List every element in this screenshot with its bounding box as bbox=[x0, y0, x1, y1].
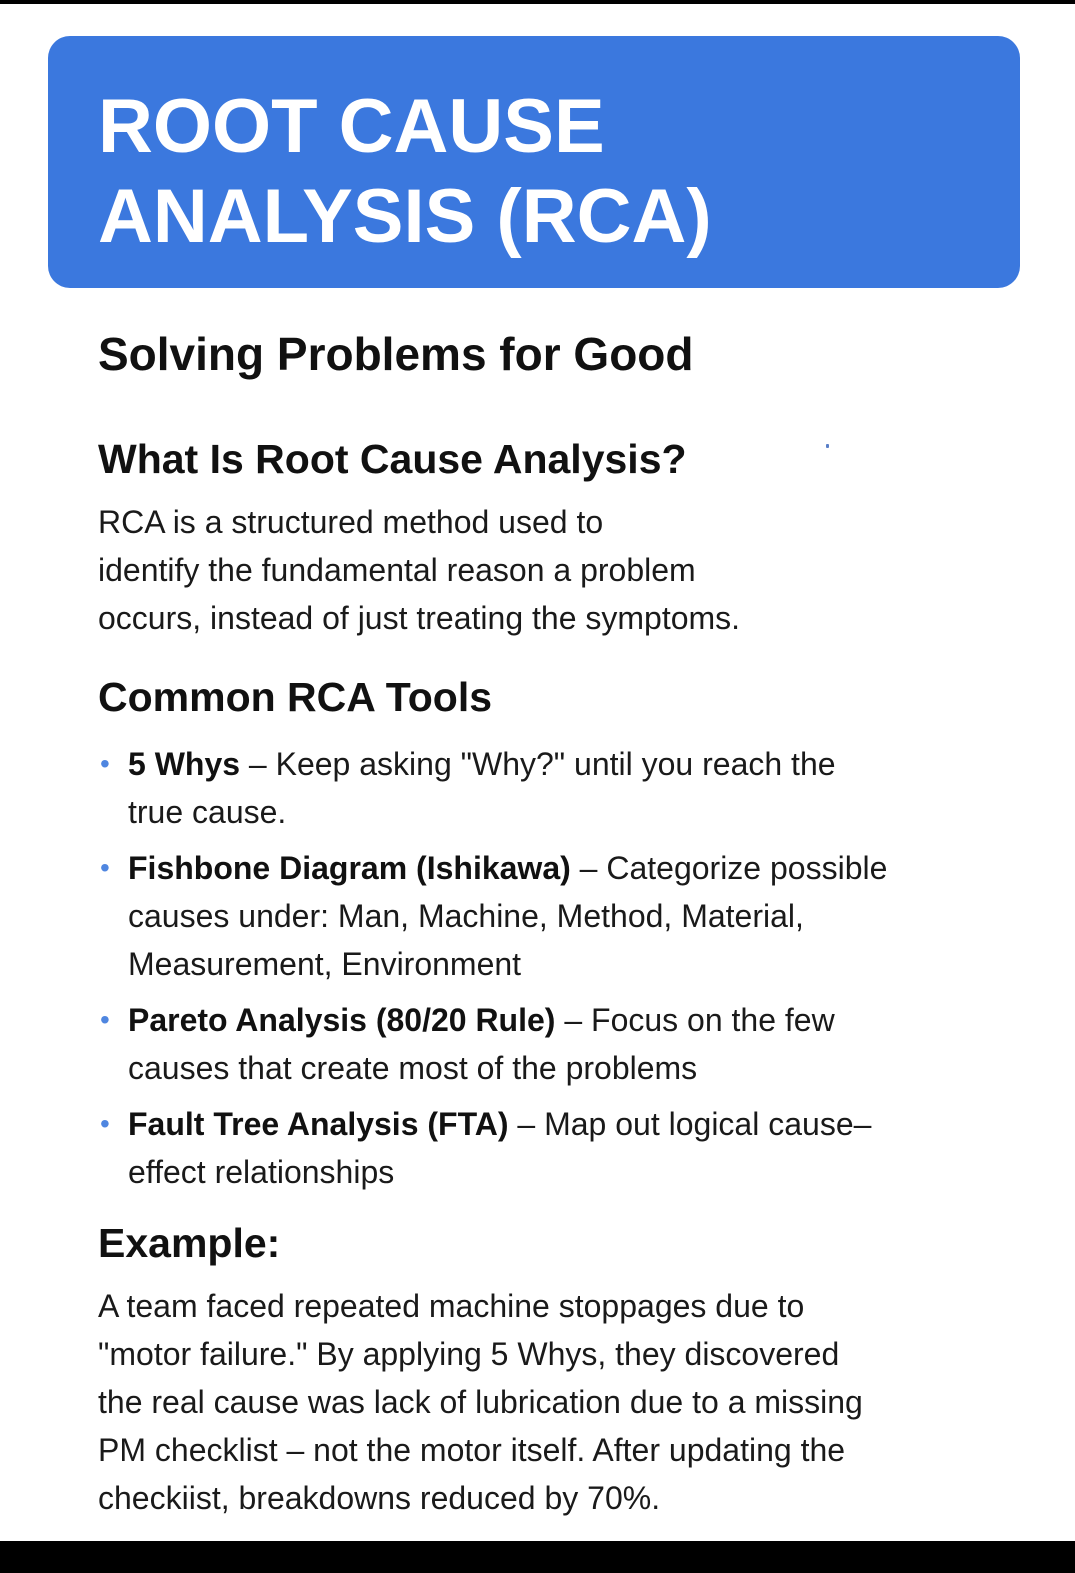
what-is-line-3: occurs, instead of just treating the symptoms. bbox=[98, 600, 741, 636]
tool-line bbox=[128, 844, 998, 892]
tool-name: Fishbone Diagram (Ishikawa) bbox=[128, 850, 571, 886]
tool-desc: Keep asking "Why?" until you reach the bbox=[275, 746, 836, 782]
tools-list bbox=[98, 740, 998, 1204]
tool-desc-line: causes that create most of the problems bbox=[128, 1050, 698, 1086]
example-line-1: A team faced repeated machine stoppages due to bbox=[98, 1288, 805, 1324]
tool-item-fault-tree bbox=[98, 1100, 998, 1196]
tool-line bbox=[128, 740, 998, 788]
example-line-5: checkiist, breakdowns reduced by 70%. bbox=[98, 1480, 661, 1516]
what-is-line-1: RCA is a structured method used to bbox=[98, 504, 604, 540]
tool-desc-line: effect relationships bbox=[128, 1154, 395, 1190]
tool-item-pareto bbox=[98, 996, 998, 1092]
separator: – bbox=[517, 1106, 536, 1142]
separator: – bbox=[579, 850, 598, 886]
tool-desc-line: causes under: Man, Machine, Method, Material, bbox=[128, 898, 804, 934]
banner-title-line-2: ANALYSIS (RCA) bbox=[98, 174, 712, 259]
tool-desc-line: true cause. bbox=[128, 794, 287, 830]
example-heading: Example: bbox=[98, 1220, 281, 1266]
tools-heading: Common RCA Tools bbox=[98, 674, 493, 720]
what-is-line-2: identify the fundamental reason a problem bbox=[98, 552, 696, 588]
tool-name: Pareto Analysis (80/20 Rule) bbox=[128, 1002, 556, 1038]
example-line-3: the real cause was lack of lubrication due to a missing bbox=[98, 1384, 863, 1420]
tool-name: 5 Whys bbox=[128, 746, 241, 782]
tool-name: Fault Tree Analysis (FTA) bbox=[128, 1106, 509, 1142]
what-is-paragraph bbox=[98, 498, 740, 642]
banner-title-line-1: ROOT CAUSE bbox=[98, 84, 605, 169]
example-line-4: PM checklist – not the motor itself. After updating the bbox=[98, 1432, 846, 1468]
separator: – bbox=[564, 1002, 583, 1038]
banner-title bbox=[98, 82, 712, 262]
bottom-bar bbox=[0, 1541, 1075, 1573]
example-paragraph bbox=[98, 1282, 863, 1522]
separator: – bbox=[248, 746, 267, 782]
bullet-icon: • bbox=[100, 852, 110, 883]
tool-desc: Focus on the few bbox=[591, 1002, 835, 1038]
decorative-dot bbox=[826, 444, 829, 448]
tool-line bbox=[128, 996, 998, 1044]
tool-item-fishbone bbox=[98, 844, 998, 988]
bullet-icon: • bbox=[100, 1108, 110, 1139]
tool-line bbox=[128, 1100, 998, 1148]
tool-item-5-whys bbox=[98, 740, 998, 836]
tool-desc: Map out logical cause– bbox=[544, 1106, 872, 1142]
tool-desc: Categorize possible bbox=[606, 850, 888, 886]
tool-desc-line: Measurement, Environment bbox=[128, 946, 522, 982]
bullet-icon: • bbox=[100, 748, 110, 779]
bullet-icon: • bbox=[100, 1004, 110, 1035]
example-line-2: "motor failure." By applying 5 Whys, they discovered bbox=[98, 1336, 840, 1372]
title-banner bbox=[48, 36, 1020, 288]
what-is-heading: What Is Root Cause Analysis? bbox=[98, 436, 687, 482]
subtitle: Solving Problems for Good bbox=[98, 328, 694, 380]
page bbox=[0, 4, 1075, 1541]
